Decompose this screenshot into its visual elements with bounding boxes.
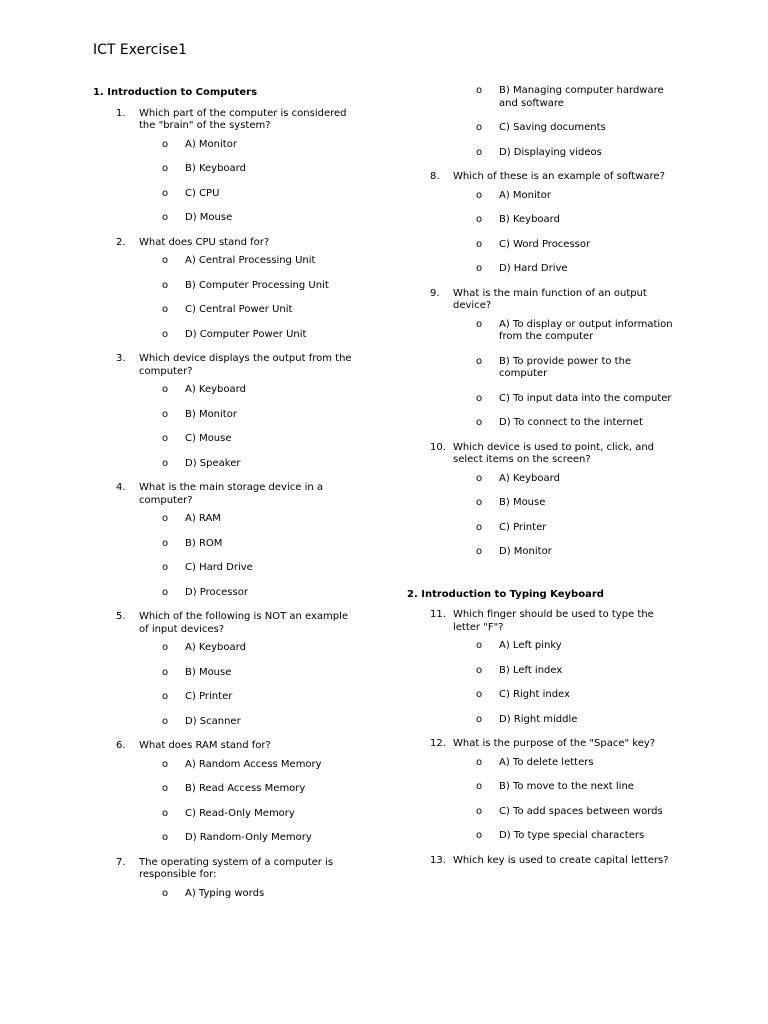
option-item xyxy=(162,212,383,225)
bullet-icon: o xyxy=(162,513,169,524)
question-text: What is the main function of an output device? xyxy=(453,287,647,311)
bullet-icon: o xyxy=(162,807,169,819)
option-item xyxy=(162,188,383,201)
bullet-icon: o xyxy=(162,138,169,150)
option-list xyxy=(162,384,383,470)
option-item xyxy=(476,122,707,135)
bullet-icon: o xyxy=(162,666,169,678)
option-list xyxy=(476,190,707,276)
question-text: Which key is used to create capital letters? xyxy=(453,854,669,866)
option-item xyxy=(476,393,707,406)
option-item xyxy=(162,458,383,471)
option-item xyxy=(476,190,707,203)
option-text: B) Read Access Memory xyxy=(185,783,306,794)
option-text: D) To type special characters xyxy=(499,830,645,841)
option-text: C) Printer xyxy=(185,691,233,702)
bullet-icon: o xyxy=(476,830,483,841)
question-number: 6. xyxy=(116,740,126,751)
option-text: D) Right middle xyxy=(499,713,578,725)
option-list xyxy=(476,473,707,559)
option-item xyxy=(162,667,383,680)
option-text: A) Monitor xyxy=(185,138,237,150)
question xyxy=(430,442,707,467)
bullet-icon: o xyxy=(162,433,169,444)
option-list xyxy=(476,757,707,843)
option-list xyxy=(476,640,707,726)
option-item xyxy=(162,409,383,422)
question xyxy=(116,611,383,636)
option-text: D) Random-Only Memory xyxy=(185,832,312,843)
option-text: A) Central Processing Unit xyxy=(185,255,316,266)
option-text: D) To connect to the internet xyxy=(499,417,643,428)
question-number: 11. xyxy=(430,609,446,620)
option-text: C) Mouse xyxy=(185,433,232,444)
option-list xyxy=(162,888,383,901)
option-text: B) To provide power to the computer xyxy=(499,355,632,379)
option-text: B) Mouse xyxy=(499,497,546,508)
option-item xyxy=(162,759,383,772)
question xyxy=(430,855,707,868)
option-item xyxy=(476,319,707,344)
bullet-icon: o xyxy=(162,187,169,199)
bullet-icon: o xyxy=(476,664,483,676)
option-text: D) Monitor xyxy=(499,546,552,557)
option-text: B) Mouse xyxy=(185,666,232,678)
option-text: C) Right index xyxy=(499,689,570,700)
option-text: C) To add spaces between words xyxy=(499,805,663,817)
option-text: D) Displaying videos xyxy=(499,146,602,158)
option-item xyxy=(162,716,383,729)
option-item xyxy=(476,85,707,110)
question xyxy=(430,738,707,751)
bullet-icon: o xyxy=(162,691,169,702)
bullet-icon: o xyxy=(162,304,169,315)
question xyxy=(116,482,383,507)
bullet-icon: o xyxy=(476,122,483,133)
option-item xyxy=(476,689,707,702)
bullet-icon: o xyxy=(476,392,483,404)
option-item xyxy=(162,280,383,293)
option-item xyxy=(162,163,383,176)
option-text: C) To input data into the computer xyxy=(499,392,672,404)
bullet-icon: o xyxy=(476,263,483,274)
option-text: D) Speaker xyxy=(185,457,241,469)
option-text: C) Word Processor xyxy=(499,238,591,250)
option-text: A) RAM xyxy=(185,513,221,524)
bullet-icon: o xyxy=(476,756,483,768)
bullet-icon: o xyxy=(476,689,483,700)
bullet-icon: o xyxy=(476,189,483,201)
option-item xyxy=(162,304,383,317)
question-text: What is the main storage device in a computer? xyxy=(139,482,323,506)
option-text: B) Keyboard xyxy=(185,163,246,174)
page-title: ICT Exercise1 xyxy=(93,42,188,58)
option-item xyxy=(162,562,383,575)
option-item xyxy=(476,522,707,535)
bullet-icon: o xyxy=(162,537,169,549)
option-text: A) Random Access Memory xyxy=(185,758,322,770)
bullet-icon: o xyxy=(162,586,169,598)
question-text: Which of these is an example of software? xyxy=(453,171,665,182)
question xyxy=(430,171,707,184)
question xyxy=(116,353,383,378)
option-list xyxy=(162,642,383,728)
question-number: 1. xyxy=(116,107,126,119)
option-text: A) Keyboard xyxy=(185,642,246,653)
option-text: D) Computer Power Unit xyxy=(185,328,307,340)
option-item xyxy=(162,384,383,397)
bullet-icon: o xyxy=(162,328,169,340)
option-item xyxy=(162,139,383,152)
option-list xyxy=(476,85,707,159)
right-column xyxy=(407,85,707,873)
bullet-icon: o xyxy=(476,713,483,725)
bullet-icon: o xyxy=(476,318,483,330)
question-text: What does RAM stand for? xyxy=(139,740,271,751)
bullet-icon: o xyxy=(162,887,169,899)
option-text: C) Saving documents xyxy=(499,122,606,133)
option-item xyxy=(162,642,383,655)
bullet-icon: o xyxy=(476,85,483,96)
option-text: A) To delete letters xyxy=(499,756,594,768)
option-text: B) Computer Processing Unit xyxy=(185,279,329,291)
question-number: 10. xyxy=(430,441,446,453)
option-item xyxy=(162,329,383,342)
question-text: Which part of the computer is considered the "brain" of the system? xyxy=(139,107,347,131)
bullet-icon: o xyxy=(476,497,483,508)
option-item xyxy=(476,830,707,843)
bullet-icon: o xyxy=(162,783,169,794)
option-text: C) Read-Only Memory xyxy=(185,807,295,819)
bullet-icon: o xyxy=(476,238,483,250)
bullet-icon: o xyxy=(476,214,483,225)
option-list xyxy=(162,513,383,599)
question xyxy=(116,108,383,133)
bullet-icon: o xyxy=(476,640,483,651)
option-item xyxy=(476,781,707,794)
bullet-icon: o xyxy=(162,279,169,291)
option-text: B) ROM xyxy=(185,537,223,549)
option-text: B) Keyboard xyxy=(499,214,560,225)
question-text: Which device is used to point, click, and select items on the screen? xyxy=(453,441,655,465)
option-item xyxy=(476,497,707,510)
bullet-icon: o xyxy=(476,417,483,428)
question-number: 5. xyxy=(116,611,126,622)
question-number: 8. xyxy=(430,171,440,182)
question-number: 13. xyxy=(430,854,446,866)
bullet-icon: o xyxy=(162,408,169,420)
option-item xyxy=(476,665,707,678)
option-item xyxy=(162,808,383,821)
option-text: D) Scanner xyxy=(185,715,241,727)
bullet-icon: o xyxy=(162,255,169,266)
bullet-icon: o xyxy=(162,457,169,469)
option-item xyxy=(162,538,383,551)
option-list xyxy=(162,759,383,845)
question xyxy=(116,740,383,753)
option-text: A) Left pinky xyxy=(499,640,562,651)
option-text: C) Central Power Unit xyxy=(185,304,293,315)
question-text: What is the purpose of the "Space" key? xyxy=(453,738,656,749)
option-item xyxy=(162,513,383,526)
bullet-icon: o xyxy=(162,212,169,223)
option-item xyxy=(476,640,707,653)
bullet-icon: o xyxy=(476,472,483,484)
option-text: A) To display or output information from the computer xyxy=(499,318,673,342)
option-text: C) CPU xyxy=(185,187,220,199)
option-text: A) Keyboard xyxy=(185,384,246,395)
option-item xyxy=(476,239,707,252)
bullet-icon: o xyxy=(476,146,483,158)
option-text: B) Left index xyxy=(499,664,563,676)
option-item xyxy=(162,587,383,600)
option-list xyxy=(162,255,383,341)
option-text: B) Managing computer hardware and software xyxy=(499,85,664,109)
question-text: Which of the following is NOT an example of input devices? xyxy=(139,611,349,635)
option-text: D) Mouse xyxy=(185,212,233,223)
bullet-icon: o xyxy=(476,805,483,817)
option-item xyxy=(476,714,707,727)
option-item xyxy=(162,433,383,446)
option-text: C) Hard Drive xyxy=(185,562,253,573)
bullet-icon: o xyxy=(162,758,169,770)
question-text: Which finger should be used to type the letter "F"? xyxy=(453,609,654,633)
question-text: What does CPU stand for? xyxy=(139,236,270,248)
option-item xyxy=(162,783,383,796)
option-item xyxy=(162,255,383,268)
question-number: 2. xyxy=(116,236,126,248)
option-item xyxy=(476,356,707,381)
option-item xyxy=(476,806,707,819)
bullet-icon: o xyxy=(162,163,169,174)
option-item xyxy=(476,546,707,559)
section-heading: 2. Introduction to Typing Keyboard xyxy=(407,588,604,600)
question xyxy=(430,609,707,634)
bullet-icon: o xyxy=(162,562,169,573)
option-list xyxy=(476,319,707,430)
option-item xyxy=(476,263,707,276)
option-item xyxy=(476,757,707,770)
question xyxy=(116,857,383,882)
question-number: 7. xyxy=(116,856,126,868)
bullet-icon: o xyxy=(476,521,483,533)
option-list xyxy=(162,139,383,225)
option-item xyxy=(476,147,707,160)
bullet-icon: o xyxy=(476,355,483,367)
question-text: Which device displays the output from the computer? xyxy=(139,353,352,377)
bullet-icon: o xyxy=(476,781,483,792)
option-item xyxy=(476,473,707,486)
question xyxy=(116,237,383,250)
option-item xyxy=(476,417,707,430)
option-text: C) Printer xyxy=(499,521,547,533)
bullet-icon: o xyxy=(162,832,169,843)
question-number: 4. xyxy=(116,482,126,493)
bullet-icon: o xyxy=(162,642,169,653)
section-heading: 1. Introduction to Computers xyxy=(93,87,258,98)
option-item xyxy=(162,832,383,845)
option-text: A) Monitor xyxy=(499,189,551,201)
bullet-icon: o xyxy=(476,546,483,557)
option-text: B) Monitor xyxy=(185,408,237,420)
option-text: D) Processor xyxy=(185,586,248,598)
question-number: 12. xyxy=(430,738,446,749)
option-text: D) Hard Drive xyxy=(499,263,568,274)
question xyxy=(430,288,707,313)
question-number: 3. xyxy=(116,353,126,364)
option-item xyxy=(162,888,383,901)
option-item xyxy=(476,214,707,227)
option-text: A) Keyboard xyxy=(499,472,560,484)
option-item xyxy=(162,691,383,704)
bullet-icon: o xyxy=(162,715,169,727)
question-text: The operating system of a computer is responsible for: xyxy=(139,856,334,880)
bullet-icon: o xyxy=(162,384,169,395)
question-number: 9. xyxy=(430,287,440,299)
left-column xyxy=(93,85,383,912)
option-text: A) Typing words xyxy=(185,887,265,899)
option-text: B) To move to the next line xyxy=(499,781,634,792)
